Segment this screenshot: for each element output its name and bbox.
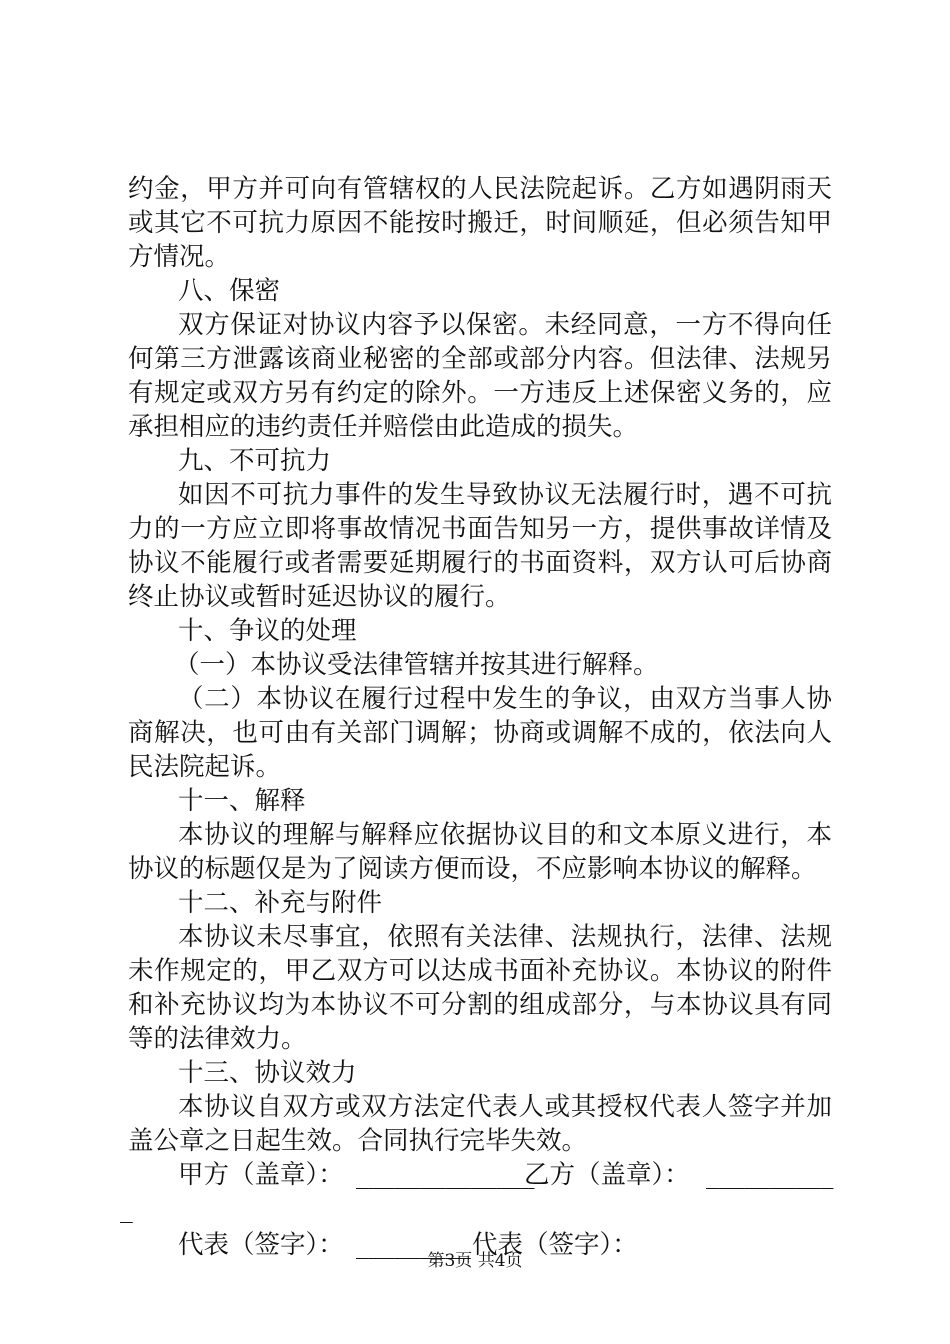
- party-a-seal-blank: ______________: [356, 1160, 535, 1190]
- wrapped-blank: _: [120, 1194, 133, 1224]
- page-number-footer: 第3页 共4页: [427, 1251, 523, 1271]
- paragraph-line: 承担相应的违约责任并赔偿由此造成的损失。: [128, 412, 639, 442]
- section-heading-supplements: 十二、补充与附件: [178, 888, 383, 918]
- paragraph-line: 协议不能履行或者需要延期履行的书面资料，双方认可后协商: [128, 548, 832, 578]
- paragraph-line: 如因不可抗力事件的发生导致协议无法履行时，遇不可抗: [178, 480, 832, 510]
- paragraph-line: 等的法律效力。: [128, 1024, 307, 1054]
- paragraph-line: 本协议未尽事宜，依照有关法律、法规执行，法律、法规: [178, 922, 832, 952]
- paragraph-line: 盖公章之日起生效。合同执行完毕失效。: [128, 1126, 588, 1156]
- representative-a-label: 代表（签字）：: [178, 1230, 344, 1260]
- paragraph-line: 民法院起诉。: [128, 752, 282, 782]
- paragraph-line: 或其它不可抗力原因不能按时搬迁，时间顺延，但必须告知甲: [128, 208, 832, 238]
- paragraph-line: 商解决，也可由有关部门调解；协商或调解不成的，依法向人: [128, 718, 832, 748]
- section-heading-disputes: 十、争议的处理: [178, 616, 357, 646]
- party-b-seal-label: 乙方（盖章）：: [524, 1160, 690, 1190]
- party-a-seal-label: 甲方（盖章）：: [178, 1160, 344, 1190]
- paragraph-line: 方情况。: [128, 242, 231, 272]
- party-b-seal-blank: __________: [706, 1160, 834, 1190]
- paragraph-line: 约金，甲方并可向有管辖权的人民法院起诉。乙方如遇阴雨天: [128, 174, 832, 204]
- representative-a-blank: _________: [356, 1230, 471, 1260]
- paragraph-line: 双方保证对协议内容予以保密。未经同意，一方不得向任: [178, 310, 832, 340]
- paragraph-line: 力的一方应立即将事故情况书面告知另一方，提供事故详情及: [128, 514, 832, 544]
- paragraph-line: 本协议自双方或双方法定代表人或其授权代表人签字并加: [178, 1092, 832, 1122]
- paragraph-line: 未作规定的，甲乙双方可以达成书面补充协议。本协议的附件: [128, 956, 832, 986]
- paragraph-line: 本协议的理解与解释应依据协议目的和文本原义进行，本: [178, 820, 832, 850]
- clause-line: （一）本协议受法律管辖并按其进行解释。: [174, 650, 659, 680]
- section-heading-confidentiality: 八、保密: [178, 276, 281, 306]
- paragraph-line: 协议的标题仅是为了阅读方便而设，不应影响本协议的解释。: [128, 854, 817, 884]
- paragraph-line: 终止协议或暂时延迟协议的履行。: [128, 582, 511, 612]
- section-heading-interpretation: 十一、解释: [178, 786, 306, 816]
- paragraph-line: 有规定或双方另有约定的除外。一方违反上述保密义务的，应: [128, 378, 832, 408]
- representative-b-label: 代表（签字）：: [472, 1230, 638, 1260]
- section-heading-effectiveness: 十三、协议效力: [178, 1058, 357, 1088]
- paragraph-line: 何第三方泄露该商业秘密的全部或部分内容。但法律、法规另: [128, 344, 832, 374]
- paragraph-line: 和补充协议均为本协议不可分割的组成部分，与本协议具有同: [128, 990, 832, 1020]
- section-heading-force-majeure: 九、不可抗力: [178, 446, 332, 476]
- paragraph-line: （二）本协议在履行过程中发生的争议，由双方当事人协: [178, 684, 832, 714]
